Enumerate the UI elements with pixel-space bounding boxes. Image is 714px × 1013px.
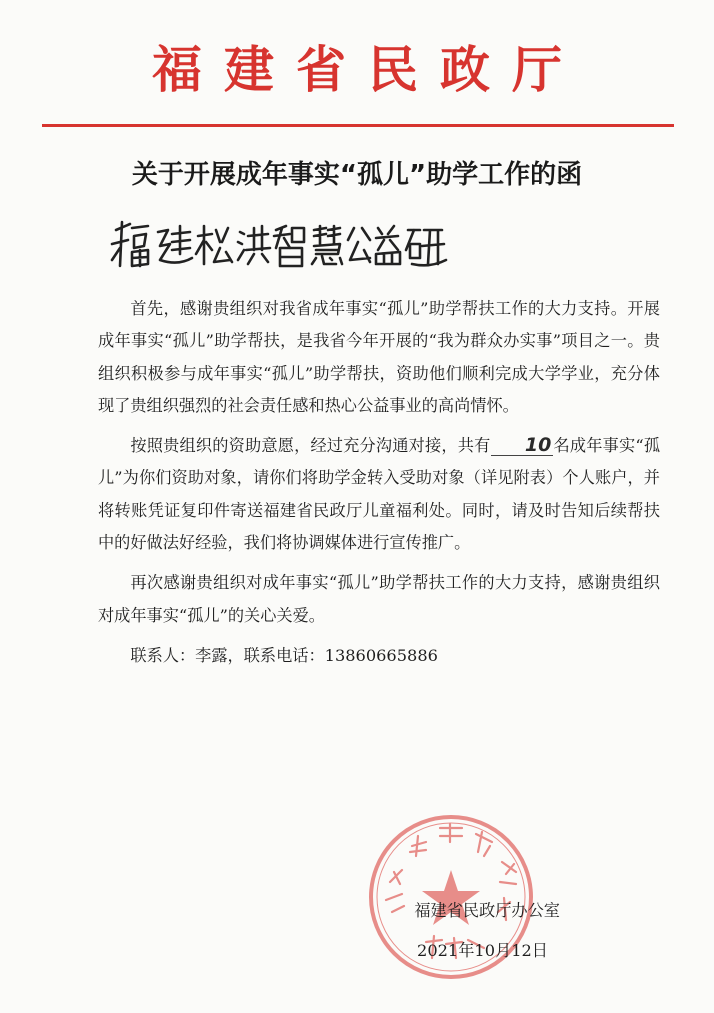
sender-organization: 福建省民政厅办公室 (414, 901, 560, 920)
body-paragraph-3: 再次感谢贵组织对成年事实“孤儿”助学帮扶工作的大力支持，感谢贵组织对成年事实“孤儿”的关心关爱。 (98, 573, 660, 625)
body-paragraph-2 (98, 430, 660, 559)
document-title: 关于开展成年事实“孤儿”助学工作的函 (131, 160, 583, 190)
paragraph-2-lead: 按照贵组织的资助意愿，经过充分沟通对接，共有 (130, 436, 491, 456)
contact-line: 联系人：李露，联系电话：13860665886 (130, 645, 438, 665)
letter-body (98, 293, 660, 672)
issue-date: 2021年10月12日 (417, 941, 548, 960)
addressee-handwriting (108, 220, 448, 270)
letterhead-issuer: 福建省民政厅 (152, 40, 584, 99)
handwritten-recipient-count: 10 (491, 435, 554, 456)
letterhead-red-rule (42, 124, 674, 127)
body-paragraph-1: 首先，感谢贵组织对我省成年事实“孤儿”助学帮扶工作的大力支持。开展成年事实“孤儿”助学帮扶，是我省今年开展的“我为群众办实事”项目之一。贵组织积极参与成年事实“孤儿”助学帮扶，资助他们顺利完成大学学业，充分体现了贵组织强烈的社会责任感和热心公益事业的高尚情怀。 (98, 299, 660, 415)
paragraph-2-rest: 名成年事实“孤儿”为你们资助对象，请你们将助学金转入受助对象（详见附表）个人账户，并将转账凭证复印件寄送福建省民政厅儿童福利处。同时，请及时告知后续帮扶中的好做法好经验，我们将协调媒体进行宣传推广。 (98, 436, 661, 553)
